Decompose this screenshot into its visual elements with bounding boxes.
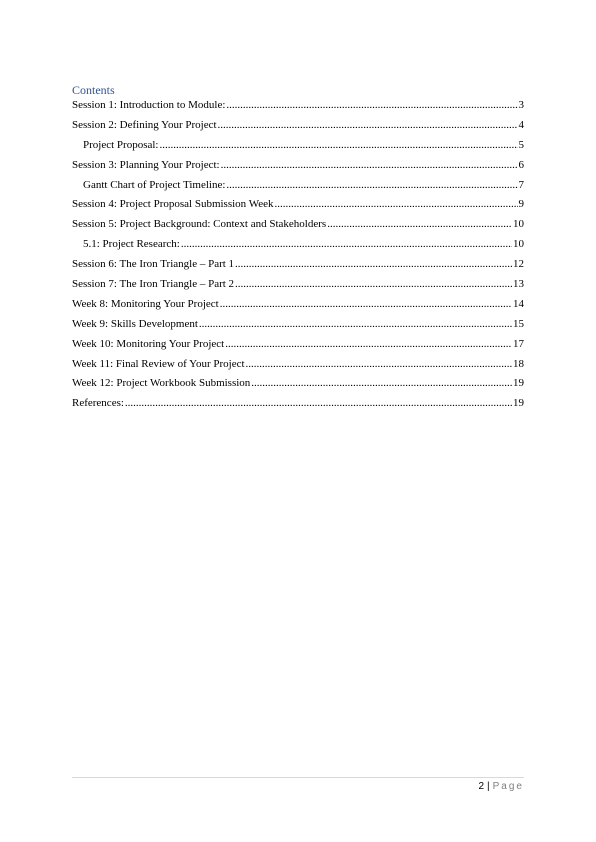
toc-dot-leader [218,118,518,132]
toc-heading: Contents [72,83,115,97]
toc-entry-title: Session 3: Planning Your Project: [72,158,220,171]
toc-dot-leader [199,317,512,331]
toc-entry-title: 5.1: Project Research: [83,238,180,251]
footer-page-number: 2 [478,781,485,792]
toc-entry-page: 10 [513,218,524,231]
toc-entry-title: Week 11: Final Review of Your Project [72,357,245,370]
toc-entry-page: 13 [513,278,524,291]
toc-entry-page: 10 [513,238,524,251]
toc-entry[interactable] [72,257,524,277]
toc-dot-leader [275,197,518,211]
toc-entry[interactable] [72,337,524,357]
toc-entry-title: Project Proposal: [83,138,159,151]
toc-entry[interactable] [72,396,524,416]
toc-entry-page: 5 [518,138,524,151]
footer-separator: | [487,781,490,792]
toc-entry-title: Session 6: The Iron Triangle – Part 1 [72,258,235,271]
toc-dot-leader [327,217,512,231]
toc-entry[interactable] [72,138,524,158]
toc-entry[interactable] [72,197,524,217]
toc-entry[interactable] [72,237,524,257]
toc-dot-leader [251,376,512,390]
toc-dot-leader [220,297,512,311]
toc-entry-page: 17 [513,337,524,350]
toc-entry-page: 19 [513,377,524,390]
toc-entry-title: Week 10: Monitoring Your Project [72,337,225,350]
toc-entry-page: 9 [518,198,524,211]
toc-entry-title: Session 5: Project Background: Context and Stakeholders [72,218,327,231]
toc-entry-page: 14 [513,297,524,310]
toc-entry-title: Session 4: Project Proposal Submission Week [72,198,274,211]
toc-entry-page: 19 [513,397,524,410]
toc-dot-leader [221,158,518,172]
footer-page-label: Page [492,781,524,792]
toc-entry[interactable] [72,297,524,317]
page-footer [478,781,524,793]
toc-entry-title: Gantt Chart of Project Timeline: [83,178,226,191]
toc-entry-page: 12 [513,258,524,271]
toc-entry[interactable] [72,178,524,198]
toc-dot-leader [225,337,512,351]
toc-entry-page: 7 [518,178,524,191]
toc-entry-title: References: [72,397,124,410]
toc-entry[interactable] [72,357,524,377]
toc-dot-leader [181,237,512,251]
toc-dot-leader [226,178,517,192]
toc-dot-leader [159,138,517,152]
footer-divider [72,777,524,778]
toc-dot-leader [246,357,512,371]
toc-entry-title: Session 1: Introduction to Module: [72,99,226,111]
toc-dot-leader [235,277,512,291]
toc-entry-title: Session 2: Defining Your Project [72,118,217,131]
toc-entry-title: Week 8: Monitoring Your Project [72,297,219,310]
toc-entry-page: 6 [518,158,524,171]
toc-entry-title: Week 9: Skills Development [72,317,198,330]
toc-dot-leader [125,396,512,410]
toc-entry[interactable] [72,317,524,337]
toc-dot-leader [235,257,512,271]
toc-entry-title: Week 12: Project Workbook Submission [72,377,251,390]
toc-entry-title: Session 7: The Iron Triangle – Part 2 [72,278,235,291]
toc-entry-page: 18 [513,357,524,370]
toc-entry[interactable] [72,376,524,396]
toc-entry[interactable] [72,277,524,297]
toc-entry-page: 15 [513,317,524,330]
toc-entry[interactable] [72,158,524,178]
toc-entry[interactable] [72,98,524,118]
toc-entry[interactable] [72,118,524,138]
toc-entry-page: 4 [518,118,524,131]
table-of-contents [72,98,524,416]
toc-entry-page: 3 [518,99,524,111]
toc-entry[interactable] [72,217,524,237]
toc-dot-leader [226,98,517,112]
